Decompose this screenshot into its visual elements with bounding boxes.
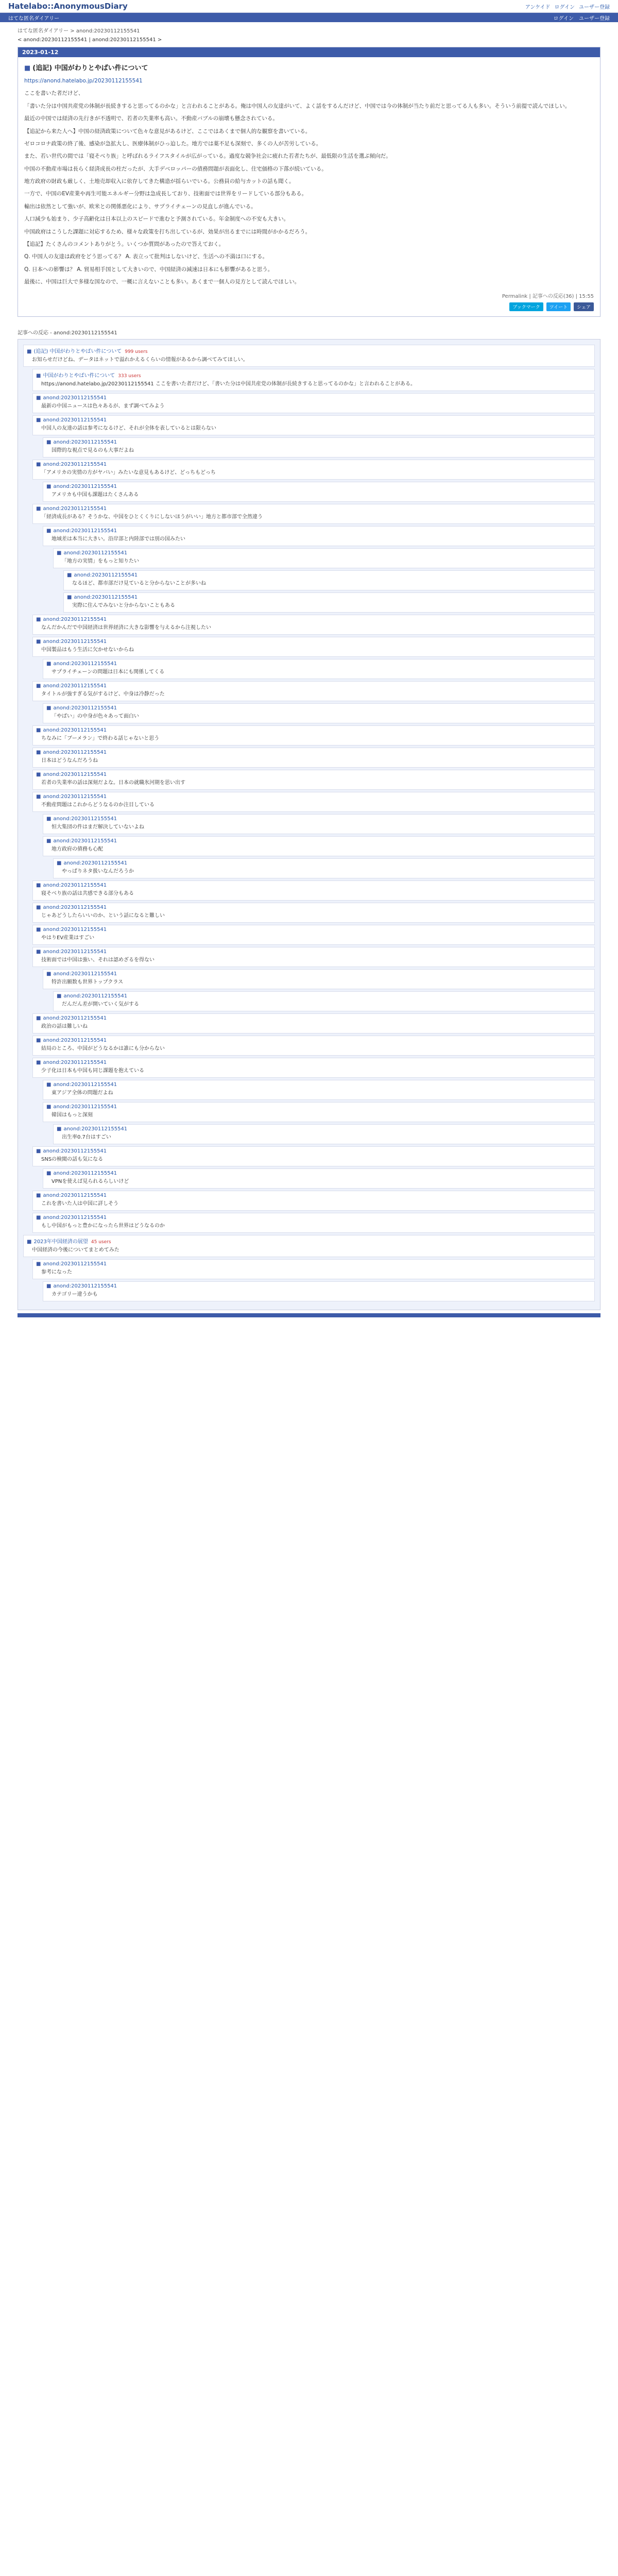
reaction-text: SNSの検閲の話も気になる [41, 1157, 104, 1163]
entry-paragraph: 中国の不動産市場は長らく経済成長の柱だったが、大手デベロッパーの債務問題が表面化し、住宅価格の下落が続いている。 [24, 165, 327, 172]
reaction-header [46, 1171, 591, 1176]
reaction-link[interactable]: anond:20230112155541 [43, 1148, 107, 1155]
reaction-header [46, 528, 591, 534]
reaction-item [32, 637, 595, 657]
reaction-text: 中国人の友達の話は参考になるけど、それが全体を表しているとは限らない [41, 426, 216, 432]
top-link-2[interactable]: ログイン [554, 4, 575, 10]
reaction-item [53, 1124, 595, 1144]
reaction-text: 最新の中国ニュースは色々あるが、まず調べてみよう [41, 403, 165, 410]
reaction-header [36, 1148, 591, 1154]
reaction-text: 日本はどうなんだろうね [41, 758, 98, 764]
entry-paragraph: 最近の中国では経済の先行きが不透明で、若者の失業率も高い。不動産バブルの崩壊も懸念されている。 [24, 115, 278, 122]
reaction-link[interactable]: anond:20230112155541 [53, 838, 117, 844]
reaction-link[interactable]: anond:20230112155541 [43, 772, 107, 778]
reaction-text: 韓国はもっと深刻 [52, 1112, 93, 1118]
reaction-header [57, 993, 591, 999]
bullet-icon: ■ [36, 617, 41, 623]
bullet-icon: ■ [46, 705, 52, 711]
bullet-icon: ■ [46, 528, 52, 534]
reaction-link[interactable]: anond:20230112155541 [43, 750, 107, 756]
reaction-header [27, 347, 591, 354]
bullet-icon: ■ [67, 595, 72, 601]
reaction-header [36, 506, 591, 512]
reaction-item [53, 991, 595, 1011]
bullet-icon: ■ [27, 1239, 32, 1245]
reaction-link[interactable]: anond:20230112155541 [43, 1038, 107, 1044]
reaction-item [23, 1235, 595, 1257]
reaction-text: 恒大集団の件はまだ解決していないよね [52, 824, 144, 831]
reaction-text: アメリカも中国も課題はたくさんある [52, 492, 139, 498]
reaction-header [57, 550, 591, 556]
bullet-icon: ■ [36, 927, 41, 933]
reaction-header [46, 484, 591, 489]
bullet-icon: ■ [36, 1193, 41, 1199]
reaction-header [36, 750, 591, 755]
reaction-link[interactable]: anond:20230112155541 [43, 1015, 107, 1022]
reaction-item [43, 437, 595, 457]
reaction-link[interactable]: anond:20230112155541 [63, 1126, 128, 1132]
reaction-link[interactable]: anond:20230112155541 [53, 528, 117, 534]
top-link-3[interactable]: ユーザー登録 [579, 4, 610, 10]
reaction-item [43, 526, 595, 546]
reaction-text: 少子化は日本も中国も同じ課題を抱えている [41, 1068, 144, 1074]
reaction-item [32, 903, 595, 923]
reaction-link[interactable]: anond:20230112155541 [43, 683, 107, 689]
entry-paragraph: Q. 日本への影響は？ A. 貿易相手国として大きいので、中国経済の減速は日本にも影響があると思う。 [24, 266, 273, 273]
reaction-link[interactable]: anond:20230112155541 [53, 1283, 117, 1290]
reaction-header [46, 971, 591, 977]
bullet-icon: ■ [36, 727, 41, 734]
bullet-icon: ■ [36, 683, 41, 689]
reaction-item [32, 792, 595, 812]
reaction-item [53, 858, 595, 878]
entry-source-link[interactable]: https://anond.hatelabo.jp/20230112155541 [24, 78, 143, 84]
reaction-link[interactable]: anond:20230112155541 [43, 927, 107, 933]
entry-paragraph: 人口減少も始まり、少子高齢化は日本以上のスピードで進むと予測されている。年金制度への不安も大きい。 [24, 216, 289, 223]
bullet-icon: ■ [57, 1126, 62, 1132]
bullet-icon: ■ [36, 639, 41, 645]
bullet-icon: ■ [36, 1148, 41, 1155]
bullet-icon: ■ [46, 1082, 52, 1088]
reaction-text: これを書いた人は中国に詳しそう [41, 1201, 118, 1207]
reaction-text: もし中国がもっと豊かになったら世界はどうなるのか [41, 1223, 165, 1229]
reaction-item [63, 592, 595, 613]
reaction-text: 国際的な視点で見るのも大事だよね [52, 448, 134, 454]
entry-paragraphs [24, 89, 594, 286]
reaction-link[interactable]: anond:20230112155541 [43, 1261, 107, 1267]
reaction-header [36, 927, 591, 933]
nav-login-link[interactable]: ログイン [553, 15, 574, 22]
bullet-icon: ■ [46, 439, 52, 446]
bullet-icon: ■ [46, 661, 52, 667]
bullet-icon: ■ [46, 1171, 52, 1177]
reaction-link[interactable]: anond:20230112155541 [74, 595, 138, 601]
bullet-icon: ■ [36, 1261, 41, 1267]
reaction-item [32, 1013, 595, 1033]
reaction-header [36, 371, 591, 379]
reaction-text: 中国経済の今後についてまとめてみた [32, 1247, 119, 1253]
bullet-icon: ■ [27, 349, 32, 355]
bullet-icon: ■ [57, 550, 62, 556]
bookmark-count[interactable]: 999 users [125, 349, 148, 355]
reaction-header [36, 683, 591, 689]
reaction-text: 政治の話は難しいね [41, 1024, 88, 1030]
reaction-header [36, 905, 591, 910]
reaction-item [32, 1058, 595, 1078]
bullet-icon: ■ [36, 883, 41, 889]
reaction-text: 実際に住んでみないと分からないこともある [72, 603, 175, 609]
nav-home-link[interactable]: はてな匿名ダイアリー [8, 15, 60, 22]
bullet-icon: ■ [36, 1015, 41, 1022]
reaction-header [67, 595, 591, 600]
bullet-icon: ■ [36, 750, 41, 756]
reaction-text: 「やばい」の中身が色々あって面白い [52, 714, 139, 720]
bullet-icon: ■ [46, 484, 52, 490]
bullet-icon: ■ [36, 1060, 41, 1066]
reaction-header [36, 617, 591, 622]
reaction-text: お知らせだけどね、データはネットで溢れかえるくらいの情報があるから調べてみてほしい。 [32, 357, 248, 363]
reaction-item [32, 770, 595, 790]
reaction-header [46, 1283, 591, 1289]
main-content [0, 22, 618, 1317]
reaction-link[interactable]: anond:20230112155541 [63, 993, 128, 999]
reaction-link[interactable]: anond:20230112155541 [43, 506, 107, 512]
reaction-text: 地域差は本当に大きい。沿岸部と内陸部では別の国みたい [52, 536, 185, 543]
square-bullet-icon: ■ [24, 64, 31, 72]
reaction-item [43, 1168, 595, 1189]
reaction-item [43, 1080, 595, 1100]
reaction-header [36, 1015, 591, 1021]
entry-pager[interactable]: < anond:20230112155541 | anond:20230112155541 > [18, 37, 162, 43]
reaction-item [32, 369, 595, 391]
reaction-item [32, 1036, 595, 1056]
reaction-item [32, 748, 595, 768]
reaction-item [43, 814, 595, 834]
site-logo[interactable]: Hatelabo::AnonymousDiary [8, 2, 128, 11]
entry-paragraph: 【追記から来た人へ】中国の経済政策について色々な意見があるけど、ここではあくまで個人的な観察を書いている。 [24, 128, 311, 134]
reaction-header [67, 572, 591, 578]
entry-paragraph: ここを書いた者だけど、 [24, 90, 84, 97]
reaction-link[interactable]: anond:20230112155541 [63, 550, 128, 556]
reaction-text: ちなみに「ブーメラン」で終わる話じゃないと思う [41, 736, 160, 742]
footer-bar [18, 1313, 600, 1317]
bullet-icon: ■ [36, 1215, 41, 1221]
entry-paragraph: Q. 中国人の友達は政府をどう思ってる？ A. 表立って批判はしないけど、生活への不満は口にする。 [24, 253, 268, 260]
bullet-icon: ■ [46, 1104, 52, 1110]
reaction-text: 技術面では中国は強い、それは認めざるを得ない [41, 957, 154, 963]
reactions-heading: 記事への反応 - anond:20230112155541 [18, 330, 117, 336]
entry-paragraph: また、若い世代の間では「寝そべり族」と呼ばれるライフスタイルが広がっている。過度な競争社会に疲れた若者たちが、最低限の生活を選ぶ傾向だ。 [24, 153, 391, 160]
bullet-icon: ■ [36, 395, 41, 401]
reaction-text: 出生率0.7台はすごい [62, 1134, 111, 1141]
entry-date: 2023-01-12 [18, 47, 600, 57]
hatena-bookmark-button[interactable]: ブックマーク [509, 302, 543, 311]
tweet-button[interactable]: ツイート [546, 302, 571, 311]
entry-paragraph: 輸出は依然として強いが、欧米との関係悪化により、サプライチェーンの見直しが進んでいる。 [24, 203, 256, 210]
bullet-icon: ■ [46, 838, 52, 844]
reaction-link[interactable]: (追記) 中国がわりとやばい件について [33, 349, 122, 355]
entry-paragraph: 【追記】たくさんのコメントありがとう。いくつか質問があったので答えておく。 [24, 241, 225, 247]
reaction-link[interactable]: anond:20230112155541 [53, 705, 117, 711]
reactions-tree [18, 339, 600, 1310]
reaction-item [32, 415, 595, 435]
reaction-header [57, 860, 591, 866]
reaction-text: 地方政府の債務も心配 [52, 846, 103, 853]
reaction-item [32, 1213, 595, 1233]
reaction-text: 寝そべり族の話は共感できる部分もある [41, 891, 134, 897]
reaction-item [43, 703, 595, 723]
reaction-item [63, 570, 595, 590]
reaction-link[interactable]: anond:20230112155541 [53, 816, 117, 822]
reaction-header [46, 705, 591, 711]
reaction-link[interactable]: anond:20230112155541 [43, 462, 107, 468]
reaction-text: 参考になった [41, 1269, 72, 1276]
reaction-link[interactable]: anond:20230112155541 [53, 1082, 117, 1088]
reaction-header [36, 395, 591, 401]
reaction-text: 「アメリカの実情の方がヤバい」みたいな意見もあるけど、どっちもどっち [41, 470, 216, 476]
reaction-link[interactable]: 2023年中国経済の展望 [33, 1239, 88, 1245]
bullet-icon: ■ [36, 373, 41, 379]
reaction-item [32, 681, 595, 701]
reaction-text: 「地方の実情」をもっと知りたい [62, 558, 139, 565]
reaction-text: 東アジア全体の問題だよね [52, 1090, 113, 1096]
entry-title-text: (追記) 中国がわりとやばい件について [32, 64, 148, 72]
reaction-text: 「経済成長がある？そうかな、中国をひとくくりにしないほうがいい」地方と都市部で全然違う [41, 514, 263, 520]
reaction-text: 中国製品はもう生活に欠かせないからね [41, 647, 134, 653]
reaction-link[interactable]: anond:20230112155541 [43, 905, 107, 911]
bullet-icon: ■ [36, 462, 41, 468]
reaction-text: 不動産問題はこれからどうなるのか注目している [41, 802, 154, 808]
reaction-text: やはりEV産業はすごい [41, 935, 95, 941]
reaction-header [36, 462, 591, 467]
bullet-icon: ■ [36, 949, 41, 955]
bullet-icon: ■ [36, 794, 41, 800]
bullet-icon: ■ [67, 572, 72, 579]
bookmark-count[interactable]: 45 users [91, 1240, 111, 1245]
reaction-item [32, 615, 595, 635]
top-link-1[interactable]: アンケイド [525, 4, 551, 10]
reaction-header [27, 1237, 591, 1245]
entry-paragraph: 最後に、中国は巨大で多様な国なので、一概に言えないことも多い。あくまで一個人の見方として読んでほしい。 [24, 279, 300, 285]
reaction-header [46, 661, 591, 667]
reaction-item [32, 725, 595, 745]
reaction-item [32, 925, 595, 945]
reaction-item [23, 345, 595, 367]
reaction-item [32, 880, 595, 901]
breadcrumb[interactable]: はてな匿名ダイアリー > anond:20230112155541 [18, 28, 140, 34]
reaction-link[interactable]: anond:20230112155541 [53, 484, 117, 490]
reaction-link[interactable]: anond:20230112155541 [43, 617, 107, 623]
bullet-icon: ■ [36, 772, 41, 778]
bullet-icon: ■ [57, 993, 62, 999]
diary-entry [18, 47, 600, 317]
reaction-header [36, 949, 591, 955]
reaction-text: カテゴリー違うかも [52, 1292, 98, 1298]
reaction-item [32, 460, 595, 480]
reaction-item [43, 659, 595, 679]
nav-register-link[interactable]: ユーザー登録 [579, 15, 610, 22]
reaction-item [32, 504, 595, 524]
reaction-link[interactable]: anond:20230112155541 [43, 949, 107, 955]
bullet-icon: ■ [36, 905, 41, 911]
share-buttons [24, 302, 594, 311]
bullet-icon: ■ [46, 971, 52, 977]
entry-paragraph: 地方政府の財政も厳しく、土地売却収入に依存してきた構造が揺らいでいる。公務員の給与カットの話も聞く。 [24, 178, 295, 184]
bullet-icon: ■ [36, 417, 41, 423]
reaction-link[interactable]: anond:20230112155541 [53, 439, 117, 446]
facebook-share-button[interactable]: シェア [574, 302, 594, 311]
entry-paragraph: 一方で、中国のEV産業や再生可能エネルギー分野は急成長しており、技術面では世界をリードしている部分もある。 [24, 191, 307, 197]
reaction-header [36, 1038, 591, 1043]
reaction-text: やっぱりネタ扱いなんだろうか [62, 869, 134, 875]
reaction-header [36, 1261, 591, 1267]
reaction-item [43, 1102, 595, 1122]
bullet-icon: ■ [57, 860, 62, 867]
reaction-link[interactable]: anond:20230112155541 [43, 1215, 107, 1221]
reaction-header [46, 816, 591, 822]
reaction-header [57, 1126, 591, 1132]
reaction-item [43, 1281, 595, 1301]
reaction-item [32, 393, 595, 413]
reaction-header [36, 794, 591, 800]
top-links [525, 3, 610, 10]
reaction-header [46, 838, 591, 844]
reaction-link[interactable]: anond:20230112155541 [43, 727, 107, 734]
reaction-link[interactable]: anond:20230112155541 [43, 1060, 107, 1066]
reaction-header [46, 1104, 591, 1110]
reaction-link[interactable]: anond:20230112155541 [43, 417, 107, 423]
reaction-header [36, 1193, 591, 1198]
reaction-link[interactable]: anond:20230112155541 [74, 572, 138, 579]
reaction-item [53, 548, 595, 568]
bullet-icon: ■ [46, 1283, 52, 1290]
entry-paragraph: ゼロコロナ政策の終了後、感染が急拡大し、医療体制がひっ迫した。地方では薬不足も深刻で、多くの人が苦労している。 [24, 140, 322, 147]
reaction-header [36, 727, 591, 733]
reaction-header [36, 883, 591, 888]
entry-paragraph: 「書いた分は中国共産党の体制が長続きすると思ってるのかな」と言われることがある。俺は中国人の友達がいて、よく話をするんだけど、中国では今の体制が当たり前だと思ってる人も多い。そういう前提で読んでほしい。 [24, 103, 571, 109]
reaction-text: なるほど、都市部だけ見ていると分からないことが多いね [72, 581, 206, 587]
reaction-text: だんだん差が開いていく気がする [62, 1002, 139, 1008]
reaction-link[interactable]: anond:20230112155541 [53, 971, 117, 977]
reaction-text: タイトルが強すぎる気がするけど、中身は冷静だった [41, 691, 165, 698]
reaction-header [46, 439, 591, 445]
reaction-text: 結局のところ、中国がどうなるかは誰にも分からない [41, 1046, 165, 1052]
reaction-link[interactable]: anond:20230112155541 [53, 1171, 117, 1177]
reaction-header [36, 1060, 591, 1065]
reaction-text: VPNを使えば見られるらしいけど [52, 1179, 129, 1185]
bullet-icon: ■ [46, 816, 52, 822]
reaction-text: サプライチェーンの問題は日本にも関係してくる [52, 669, 165, 675]
reaction-item [32, 1191, 595, 1211]
reaction-link[interactable]: anond:20230112155541 [53, 661, 117, 667]
bullet-icon: ■ [36, 506, 41, 512]
reaction-item [43, 836, 595, 856]
reaction-item [32, 947, 595, 967]
reaction-link[interactable]: 中国がわりとやばい件について [43, 373, 115, 379]
reaction-text: じゃあどうしたらいいのか、という話になると難しい [41, 913, 165, 919]
reaction-text: なんだかんだで中国経済は世界経済に大きな影響を与えるから注視したい [41, 625, 211, 631]
entry-footer[interactable]: Permalink | 記事への反応(36) | 15:55 [502, 294, 594, 300]
reaction-link[interactable]: anond:20230112155541 [53, 1104, 117, 1110]
entry-paragraph: 中国政府はこうした課題に対応するため、様々な政策を打ち出しているが、効果が出るまでには時間がかかるだろう。 [24, 228, 311, 235]
reaction-text: 特許出願数も世界トップクラス [52, 979, 124, 986]
reaction-text: 若者の失業率の話は深刻だよな。日本の就職氷河期を思い出す [41, 780, 185, 786]
reaction-link[interactable]: anond:20230112155541 [43, 639, 107, 645]
reaction-link[interactable]: anond:20230112155541 [43, 395, 107, 401]
reaction-header [46, 1082, 591, 1088]
reaction-link[interactable]: anond:20230112155541 [63, 860, 128, 867]
reaction-item [32, 1259, 595, 1279]
reaction-link[interactable]: anond:20230112155541 [43, 1193, 107, 1199]
reaction-header [36, 772, 591, 777]
reaction-header [36, 639, 591, 645]
reaction-item [32, 1146, 595, 1166]
bullet-icon: ■ [36, 1038, 41, 1044]
reaction-link[interactable]: anond:20230112155541 [43, 883, 107, 889]
entry-title[interactable] [24, 62, 594, 72]
reaction-item [43, 969, 595, 989]
reaction-link[interactable]: anond:20230112155541 [43, 794, 107, 800]
reaction-header [36, 417, 591, 423]
bookmark-count[interactable]: 333 users [118, 374, 141, 379]
reaction-header [36, 1215, 591, 1221]
reaction-item [43, 482, 595, 502]
nav-bar [0, 13, 618, 22]
entry-body [18, 57, 600, 316]
top-bar [0, 0, 618, 13]
reaction-text: https://anond.hatelabo.jp/20230112155541 ここを書いた者だけど、「書いた分は中国共産党の体制が長続きすると思ってるのかな」と言われることがある。 [41, 381, 416, 387]
